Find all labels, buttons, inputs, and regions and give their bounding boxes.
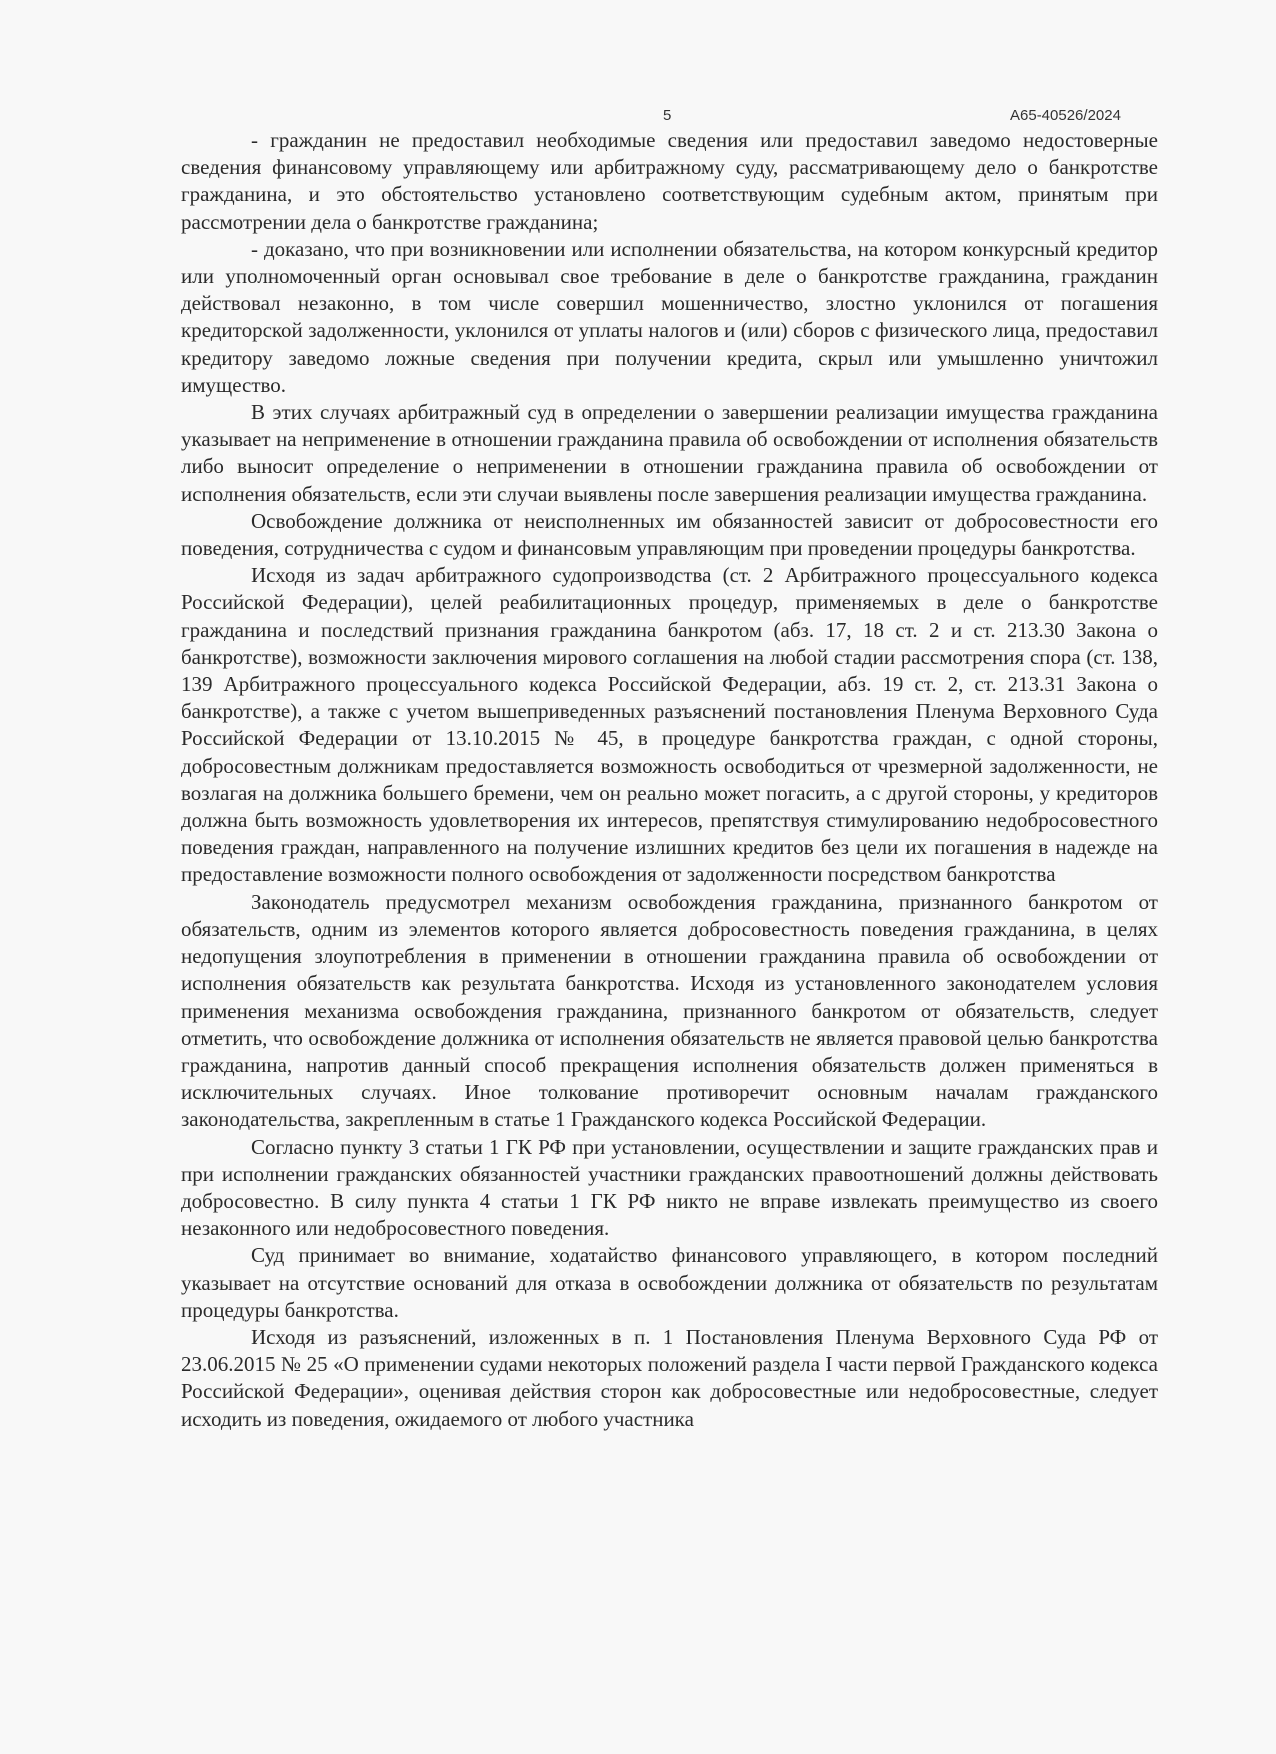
paragraph: - гражданин не предоставил необходимые сведения или предоставил заведомо недостоверные сведения финансовому управляющему или арбитражному суду, рассматривающему дело о банкротстве гражданина, и это обстоятельство установлено соответствующим судебным актом, принятым при рассмотрении дела о банкротстве гражданина; — [181, 128, 1158, 234]
paragraph: - доказано, что при возникновении или исполнении обязательства, на котором конкурсный кредитор или уполномоченный орган основывал свое требование в деле о банкротстве гражданина, гражданин действовал незаконно, в том числе совершил мошенничество, злостно уклонился от погашения кредиторской задолженности, уклонился от уплаты налогов и (или) сборов с физического лица, предоставил кредитору заведомо ложные сведения при получении кредита, скрыл или умышленно уничтожил имущество. — [181, 236, 1158, 397]
paragraph: В этих случаях арбитражный суд в определении о завершении реализации имущества гражданина указывает на неприменение в отношении гражданина правила об освобождении от исполнения обязательств либо выносит определение о неприменении в отношении гражданина правила об освобождении от исполнения обязательств, если эти случаи выявлены после завершения реализации имущества гражданина. — [181, 400, 1158, 506]
document-body — [181, 127, 1158, 1433]
paragraph: Суд принимает во внимание, ходатайство финансового управляющего, в котором последний указывает на отсутствие оснований для отказа в освобождении должника от обязательств по результатам процедуры банкротства. — [181, 1243, 1158, 1322]
paragraph: Исходя из разъяснений, изложенных в п. 1 Постановления Пленума Верховного Суда РФ от 23.06.2015 № 25 «О применении судами некоторых положений раздела I части первой Гражданского кодекса Российской Федерации», оценивая действия сторон как добросовестные или недобросовестные, следует исходить из поведения, ожидаемого от любого участника — [181, 1324, 1158, 1431]
page-number: 5 — [663, 107, 672, 124]
paragraph: Согласно пункту 3 статьи 1 ГК РФ при установлении, осуществлении и защите гражданских прав и при исполнении гражданских обязанностей участники гражданских правоотношений должны действовать добросовестно. В силу пункта 4 статьи 1 ГК РФ никто не вправе извлекать преимущество из своего незаконного или недобросовестного поведения. — [181, 1134, 1158, 1241]
paragraph: Освобождение должника от неисполненных им обязанностей зависит от добросовестности его поведения, сотрудничества с судом и финансовым управляющим при проведении процедуры банкротства. — [181, 508, 1158, 561]
paragraph: Законодатель предусмотрел механизм освобождения гражданина, признанного банкротом от обязательств, одним из элементов которого является добросовестность поведения гражданина, в целях недопущения злоупотребления в применении в отношении гражданина правила об освобождении от исполнения обязательств как результата банкротства. Исходя из установленного законодателем условия применения механизма освобождения гражданина, признанного банкротом от обязательств, следует отметить, что освобождение должника от исполнения обязательств не является правовой целью банкротства гражданина, напротив данный способ прекращения исполнения обязательств должен применяться в исключительных случаях. Иное толкование противоречит основным началам гражданского законодательства, закрепленным в статье 1 Гражданского кодекса Российской Федерации. — [181, 889, 1158, 1132]
paragraph: Исходя из задач арбитражного судопроизводства (ст. 2 Арбитражного процессуального кодекса Российской Федерации), целей реабилитационных процедур, применяемых в деле о банкротстве гражданина и последствий признания гражданина банкротом (абз. 17, 18 ст. 2 и ст. 213.30 Закона о банкротстве), возможности заключения мирового соглашения на любой стадии рассмотрения спора (ст. 138, 139 Арбитражного процессуального кодекса Российской Федерации, абз. 19 ст. 2, ст. 213.31 Закона о банкротстве), а также с учетом вышеприведенных разъяснений постановления Пленума Верховного Суда Российской Федерации от 13.10.2015 № 45, в процедуре банкротства граждан, с одной стороны, добросовестным должникам предоставляется возможность освободиться от чрезмерной задолженности, не возлагая на должника большего бремени, чем он реально может погасить, а с другой стороны, у кредиторов должна быть возможность удовлетворения их интересов, препятствуя стимулированию недобросовестного поведения граждан, направленного на получение излишних кредитов без цели их погашения в надежде на предоставление возможности полного освобождения от задолженности посредством банкротства — [181, 563, 1158, 887]
case-number: А65-40526/2024 — [1010, 107, 1121, 124]
